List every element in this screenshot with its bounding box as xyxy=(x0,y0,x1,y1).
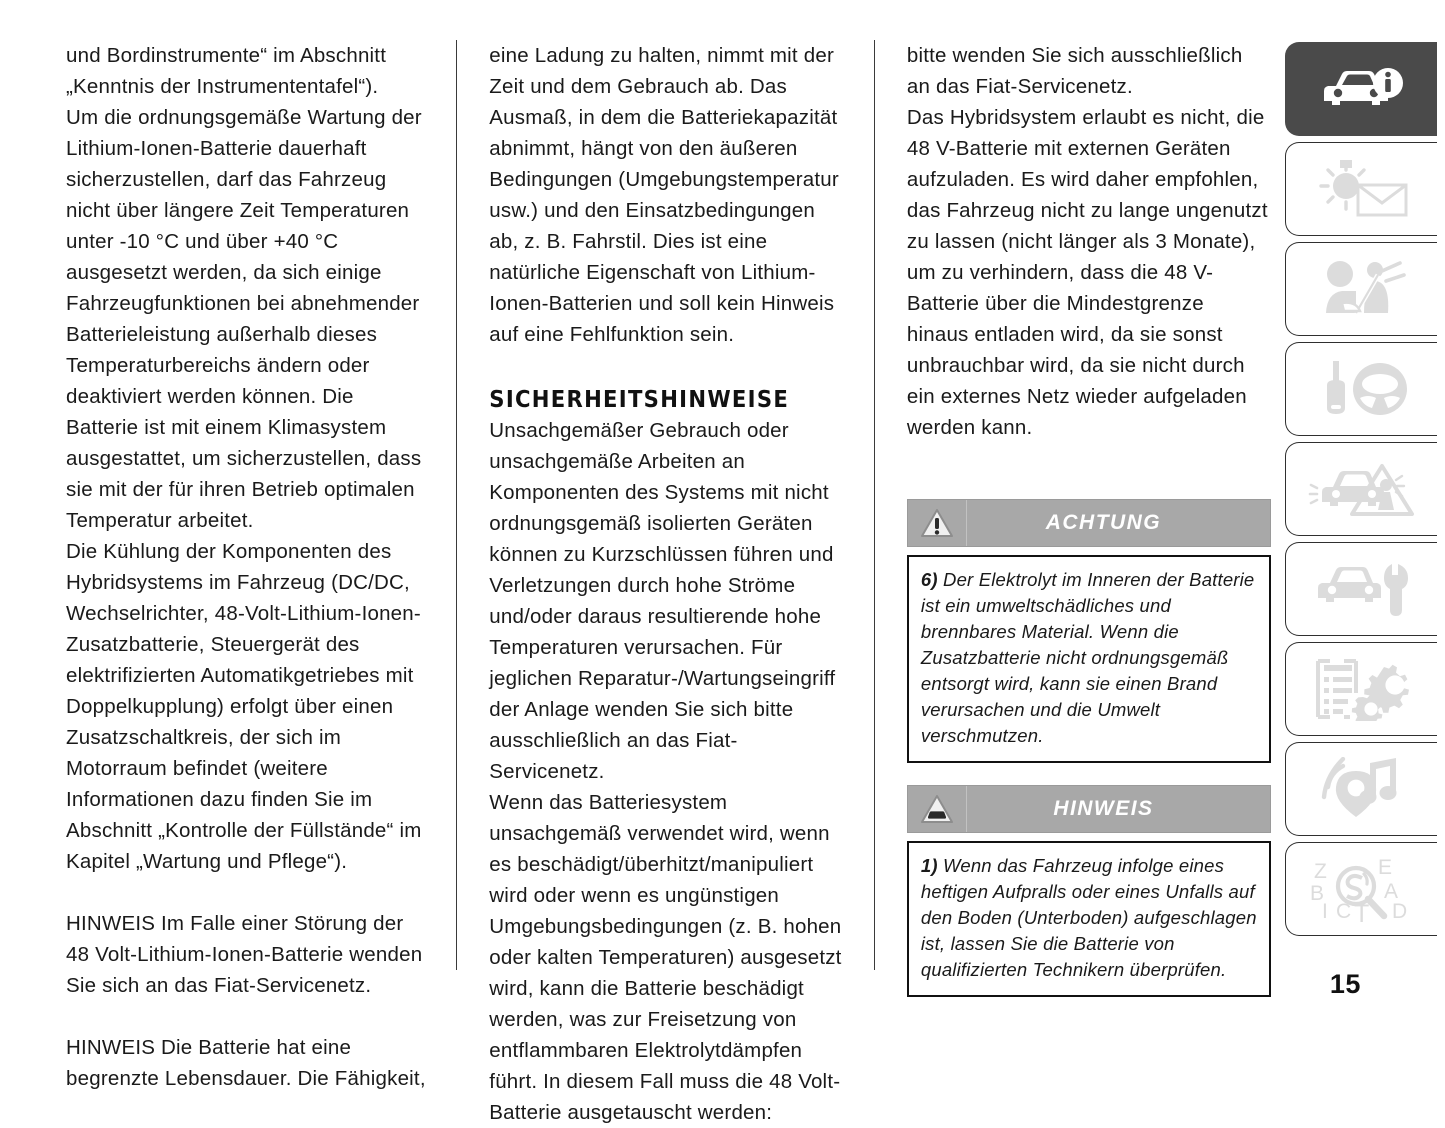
svg-text:C: C xyxy=(1335,900,1351,922)
paragraph: Das Hybridsystem erlaubt es nicht, die 48 V-Batterie mit externen Geräten aufzuladen. Es wird daher empfohlen, das Fahrzeug nicht zu lange ungenutzt zu lassen (nicht länger als 3 Monate), um zu verhindern, dass die 48 V-Batterie über die Mindestgrenze hinaus entladen wird, da sie sonst unbrauchbar wird, da sie nicht durch ein externes Netz wieder aufgeladen werden kann. xyxy=(906,106,1268,439)
page-number: 15 xyxy=(1329,969,1361,999)
svg-text:B: B xyxy=(1309,882,1324,905)
callout-text xyxy=(921,567,1257,749)
list-gears-icon xyxy=(1310,657,1414,721)
callout-hinweis xyxy=(907,785,1271,997)
note-paragraph: HINWEIS Im Falle einer Störung der 48 Volt-Lithium-Ionen-Batterie wenden Sie sich an das Fiat-Servicenetz. xyxy=(66,912,423,997)
callout-ref: 1) xyxy=(920,855,938,876)
car-hazard-icon xyxy=(1308,458,1416,520)
svg-text:A: A xyxy=(1383,880,1398,903)
tab-starting-driving[interactable] xyxy=(1285,342,1437,436)
tab-dashboard-signals[interactable] xyxy=(1285,142,1437,236)
seatbelt-person-icon xyxy=(1312,257,1412,321)
callout-body-text: Wenn das Fahrzeug infolge eines heftigen Aufpralls oder eines Unfalls auf den Boden (Unterboden) aufgeschlagen ist, lassen Sie die Batterie von qualifizierten Technikern überprüfen. xyxy=(920,855,1257,980)
car-wrench-icon xyxy=(1310,558,1414,620)
paragraph: Unsachgemäßer Gebrauch oder unsachgemäße Arbeiten an Komponenten des Systems mit nicht ordnungsgemäß isolierten Geräten können zu Kurzschlüssen führen und Verletzungen durch hohe Ströme und/oder daraus resultierende hohe Temperaturen verursachen. Für jeglichen Reparatur-/Wartungseingriff der Anlage wenden Sie sich bitte ausschließlich an das Fiat-Servicenetz. xyxy=(489,419,836,783)
callout-header xyxy=(907,785,1271,833)
section-heading: SICHERHEITSHINWEISE xyxy=(489,385,790,413)
note-paragraph: HINWEIS Die Batterie hat eine begrenzte Lebensdauer. Die Fähigkeit, xyxy=(66,1036,426,1090)
paragraph: und Bordinstrumente“ im Abschnitt „Kenntnis der Instrumententafel“). xyxy=(66,44,387,98)
callout-ref: 6) xyxy=(920,569,938,590)
callout-body xyxy=(907,555,1271,763)
tab-index[interactable] xyxy=(1285,842,1437,936)
paragraph: Die Kühlung der Komponenten des Hybridsystems im Fahrzeug (DC/DC, Wechselrichter, 48-Volt-Lithium-Ionen-Zusatzbatterie, Steuergerät des elektrifizierten Automatikgetriebes mit Doppelkupplung) erfolgt über einen Zusatzschaltkreis, der sich im Motorraum befindet (weitere Informationen dazu finden Sie im Abschnitt „Kontrolle der Füllstände“ im Kapitel „Wartung und Pflege“). xyxy=(66,540,422,873)
callout-body xyxy=(907,841,1271,997)
tab-maintenance[interactable] xyxy=(1285,542,1437,636)
chapter-tab-strip xyxy=(1285,42,1445,942)
callout-title: HINWEIS xyxy=(1053,797,1154,820)
tab-multimedia[interactable] xyxy=(1285,742,1437,836)
tab-technical-data[interactable] xyxy=(1285,642,1437,736)
alphabet-search-icon xyxy=(1306,856,1418,922)
svg-text:D: D xyxy=(1391,900,1407,922)
column-3 xyxy=(874,40,1271,980)
warning-triangle-icon xyxy=(908,500,967,546)
tab-vehicle-info[interactable] xyxy=(1285,42,1437,136)
key-steering-icon xyxy=(1312,358,1412,420)
callout-title: ACHTUNG xyxy=(1045,511,1162,534)
sun-envelope-icon xyxy=(1310,157,1414,221)
paragraph: Wenn das Batteriesystem unsachgemäß verwendet wird, wenn es beschädigt/überhitzt/manipuliert wird oder wenn es ungünstigen Umgebungsbedingungen (z. B. hohen oder kalten Temperaturen) ausgesetzt wird, kann die Batterie beschädigt werden, was zur Freisetzung von entflammbaren Elektrolytdämpfen führt. In diesem Fall muss die 48 Volt-Batterie ausgetauscht werden: xyxy=(489,791,842,1124)
paragraph: Um die ordnungsgemäße Wartung der Lithium-Ionen-Batterie dauerhaft sicherzustellen, darf das Fahrzeug nicht über längere Zeit Temperaturen unter -10 °C und über +40 °C ausgesetzt werden, da sich einige Fahrzeugfunktionen bei abnehmender Batterieleistung außerhalb dieses Temperaturbereichs ändern oder deaktiviert werden können. Die Batterie ist mit einem Klimasystem ausgestattet, um sicherzustellen, dass sie mit der für ihren Betrieb optimalen Temperatur arbeitet. xyxy=(66,106,422,532)
tab-safety[interactable] xyxy=(1285,242,1437,336)
column-1 xyxy=(66,40,426,1090)
svg-text:Z: Z xyxy=(1313,860,1327,883)
svg-text:I: I xyxy=(1321,900,1328,922)
paragraph: eine Ladung zu halten, nimmt mit der Zeit und dem Gebrauch ab. Das Ausmaß, in dem die Batteriekapazität abnimmt, hängt von den äußeren Bedingungen (Umgebungstemperatur usw.) und den Einsatzbedingungen ab, z. B. Fahrstil. Dies ist eine natürliche Eigenschaft von Lithium-Ionen-Batterien und soll kein Hinweis auf eine Fehlfunktion sein. xyxy=(489,44,839,346)
paragraph: bitte wenden Sie sich ausschließlich an das Fiat-Servicenetz. xyxy=(906,44,1243,98)
car-info-icon xyxy=(1314,61,1410,117)
callout-header xyxy=(907,499,1271,547)
music-wifi-icon xyxy=(1310,757,1414,821)
svg-text:T: T xyxy=(1353,900,1369,922)
callout-achtung xyxy=(907,499,1271,763)
callout-text xyxy=(921,853,1257,983)
text-columns xyxy=(66,40,1271,1124)
column-2 xyxy=(456,40,844,1124)
tab-emergency[interactable] xyxy=(1285,442,1437,536)
car-warning-triangle-icon xyxy=(908,786,967,832)
svg-text:E: E xyxy=(1377,856,1392,879)
callout-body-text: Der Elektrolyt im Inneren der Batterie ist ein umweltschädliches und brennbares Material. Wenn die Zusatzbatterie nicht ordnungsgemäß entsorgt wird, kann sie einen Brand verursachen und die Umwelt verschmutzen. xyxy=(920,569,1255,746)
